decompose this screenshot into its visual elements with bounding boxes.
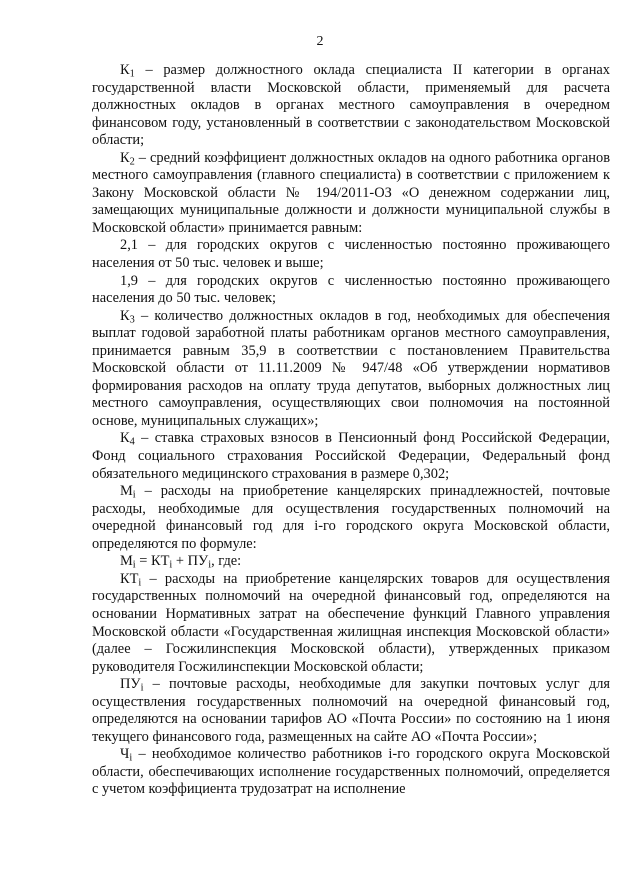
- paragraph-chi: $Ч_i$ – необходимое количество работников i-го городского округа Московской области, обеспечивающих исполнение государственных полномочий, определяется с учетом коэффициента трудозатрат на исполнение: [92, 746, 610, 798]
- paragraph-k2-value-large: 2,1 – для городских округов с численностью постоянно проживающего населения от 50 тыс. человек и выше;: [92, 237, 610, 272]
- paragraph-kti: $КТ_i$ – расходы на приобретение канцелярских товаров для осуществления государственных полномочий на очередной финансовый год, определяются на основании Нормативных затрат на обеспечение функций Главного управления Московской области «Государственная жилищная инспекция Московской области» (далее – Госжилинспекция Московской области), утвержденных приказом руководителя Госжилинспекции Московской области;: [92, 570, 610, 675]
- paragraph-k2: $К_2$ – средний коэффициент должностных окладов на одного работника органов местного самоуправления (главного специалиста) в соответствии с приложением к Закону Московской области № 194/2011-ОЗ «О денежном содержании лиц, замещающих муниципальные должности и должности муниципальной службы в Московской области» принимается равным:: [92, 149, 610, 236]
- page-number: 2: [316, 34, 324, 49]
- paragraph-k4: $К_4$ – ставка страховых взносов в Пенсионный фонд Российской Федерации, Фонд социального страхования Российской Федерации, Федеральный фонд обязательного медицинского страхования в размере 0,302;: [92, 430, 610, 482]
- paragraph-k3: $К_3$ – количество должностных окладов в год, необходимых для обеспечения выплат годовой заработной платы работникам органов местного самоуправления, принимается равным 35,9 в соответствии с постановлением Правительства Московской области от 11.11.2009 № 947/48 «Об утверждении нормативов формирования расходов на оплату труда депутатов, выборных должностных лиц местного самоуправления, осуществляющих свои полномочия на постоянной основе, муниципальных служащих»;: [92, 307, 610, 429]
- paragraph-mi: $М_i$ – расходы на приобретение канцелярских принадлежностей, почтовые расходы, необходимые для осуществления государственных полномочий на очередной финансовый год для i-го городского округа Московской области, определяются по формуле:: [92, 483, 610, 552]
- paragraph-k2-value-small: 1,9 – для городских округов с численностью постоянно проживающего населения до 50 тыс. человек;: [92, 272, 610, 307]
- document-body: [92, 62, 610, 799]
- paragraph-pui: $ПУ_i$ – почтовые расходы, необходимые для закупки почтовых услуг для осуществления государственных полномочий на очередной финансовый год, определяются на основании тарифов АО «Почта России» по состоянию на 1 июня текущего финансового года, размещенных на сайте АО «Почта России»;: [92, 676, 610, 745]
- formula-mi: $М_i = КТ_i + ПУ_i$, где:: [120, 553, 242, 571]
- paragraph-k1: $К_1$ – размер должностного оклада специалиста II категории в органах государственной власти Московской области, применяемый для расчета должностных окладов в органах местного самоуправления в очередном финансовом году, установленный в соответствии с законодательством Московской области;: [92, 62, 610, 149]
